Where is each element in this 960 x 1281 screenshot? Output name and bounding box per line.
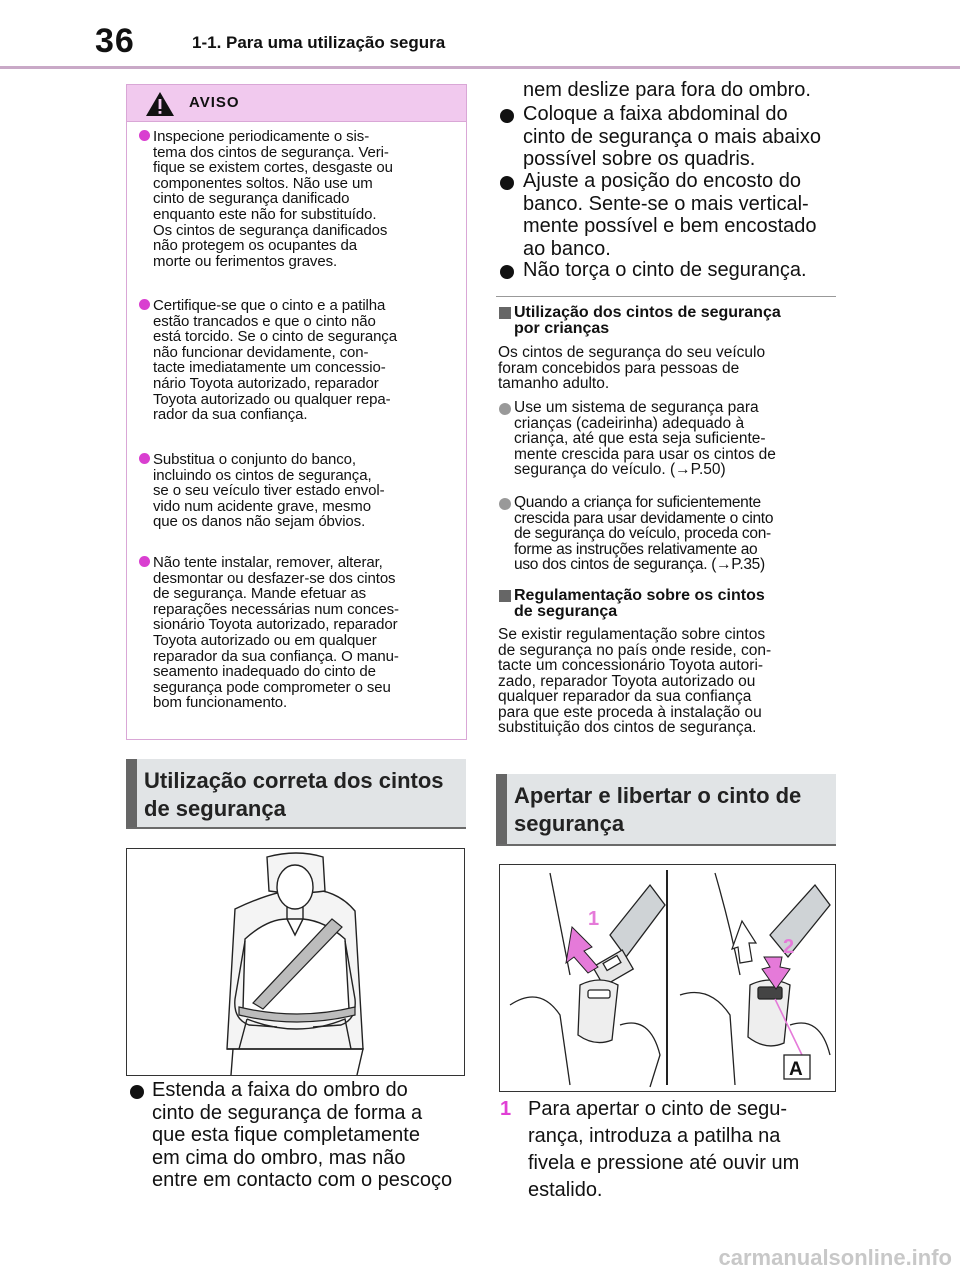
page-number: 36 <box>95 22 135 60</box>
seated-person-illustration <box>126 848 465 1076</box>
bullet-dot-icon <box>139 453 150 464</box>
section-title: 1-1. Para uma utilização segura <box>192 33 446 52</box>
children-intro: Os cintos de segurança do seu veículo foram concebidos para pessoas de tamanho adulto. <box>498 344 766 392</box>
bullet-icon <box>130 1085 144 1099</box>
watermark: carmanualsonline.info <box>718 1245 952 1270</box>
regulation-text: Se existir regulamentação sobre cintos de segurança no país onde reside, con- tacte um concessionário Toyota autori- zado, reparador Toyota autorizado ou qualquer reparador da sua confiança para que este proceda à instalação ou substituição dos cintos de segurança. <box>498 626 772 736</box>
warning-item: Não tente instalar, remover, alterar, desmontar ou desfazer-se dos cintos de segurança. Mande efetuar as reparações necessárias num conces- sionário Toyota autorizado, reparador Toyota autorizado ou em qualquer reparador da sua confiança. O manu- seamento inadequado do cinto de segurança pode comprometer o seu bom funcionamento. <box>139 555 459 711</box>
warning-header <box>127 85 466 122</box>
bullet-icon <box>500 176 514 190</box>
bullet-text-shoulder-belt: Estenda a faixa do ombro do cinto de segurança de forma a que esta fique completamente em cima do ombro, mas não entre em contacto com o pescoço <box>152 1079 453 1191</box>
warning-item: Certifique-se que o cinto e a patilha estão trancados e que o cinto não está torcido. Se o cinto de segurança não funcionar devidamente, con- tacte imediatamente um concessio- nário Toyota autorizado, reparador Toyota autorizado ou qualquer repa- rador da sua confiança. <box>139 298 459 423</box>
bullet-dot-icon <box>139 299 150 310</box>
bullet-dot-icon <box>139 130 150 141</box>
label-a: A <box>789 1059 803 1080</box>
bullet-text-lap-belt: Coloque a faixa abdominal do cinto de segurança o mais abaixo possível sobre os quadris. <box>523 103 821 170</box>
step-text: Para apertar o cinto de segu- rança, introduza a patilha na fivela e pressione até ouvir um estalido. <box>528 1098 800 1201</box>
bullet-icon <box>500 109 514 123</box>
children-item: Use um sistema de segurança para crianças (cadeirinha) adequado à criança, até que esta seja suficiente- mente crescida para usar os cintos de segurança do veículo. (→P.50) <box>514 399 776 478</box>
buckle-drawing <box>500 865 835 1091</box>
warning-item: Inspecione periodicamente o sis- tema dos cintos de segurança. Veri- fique se existem cortes, desgaste ou componentes soltos. Não use um cinto de segurança danificado enquanto este não for substituído. Os cintos de segurança danificados não protegem os ocupantes da morte ou ferimentos graves. <box>139 129 459 269</box>
label-2: 2 <box>783 936 795 958</box>
warning-triangle-icon <box>145 91 175 117</box>
continuation-text: nem deslize para fora do ombro. <box>523 79 811 101</box>
bullet-dot-icon <box>139 556 150 567</box>
divider <box>496 296 836 297</box>
warning-box <box>126 84 467 740</box>
step-number: 1 <box>500 1098 512 1120</box>
square-bullet-icon <box>499 590 511 602</box>
bullet-text-seatback: Ajuste a posição do encosto do banco. Sente-se o mais vertical- mente possível e bem encostado ao banco. <box>523 170 817 260</box>
warning-item: Substitua o conjunto do banco, incluindo os cintos de segurança, se o seu veículo tiver estado envol- vido num acidente grave, mesmo que os danos não sejam óbvios. <box>139 452 459 530</box>
buckle-illustration <box>499 864 836 1092</box>
seat-belt-person-drawing <box>127 849 464 1075</box>
section-heading-correct-use: Utilização correta dos cintos de segurança <box>126 759 466 829</box>
label-1: 1 <box>588 908 600 930</box>
header-rule <box>0 66 960 69</box>
bullet-dot-icon <box>499 403 511 415</box>
children-heading: Utilização dos cintos de segurança por crianças <box>514 304 781 337</box>
regulation-heading: Regulamentação sobre os cintos de segurança <box>514 587 765 620</box>
section-heading-fasten: Apertar e libertar o cinto de segurança <box>496 774 836 846</box>
bullet-dot-icon <box>499 498 511 510</box>
children-item: Quando a criança for suficientemente crescida para usar devidamente o cinto de segurança do veículo, proceda con- forme as instruções relativamente ao uso dos cintos de segurança. (→P.35) <box>514 494 774 573</box>
square-bullet-icon <box>499 307 511 319</box>
bullet-icon <box>500 265 514 279</box>
bullet-text-twist: Não torça o cinto de segurança. <box>523 259 807 281</box>
warning-title: AVISO <box>189 94 240 111</box>
